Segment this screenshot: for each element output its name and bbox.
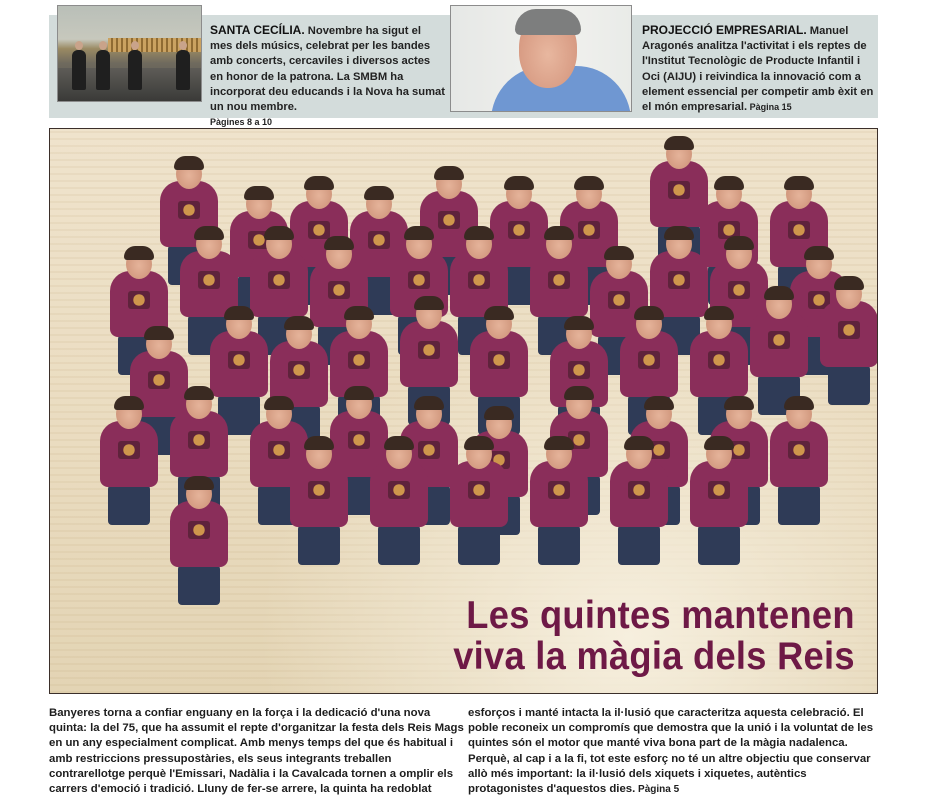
figure-hair: [504, 176, 534, 190]
main-headline[interactable]: [453, 595, 855, 677]
figure-hair: [414, 296, 444, 310]
portrait-hair: [515, 9, 581, 35]
figure-hair: [784, 396, 814, 410]
figure-shirt: [530, 461, 588, 527]
figure-hair: [114, 396, 144, 410]
figure-hair: [804, 246, 834, 260]
figure-hair: [184, 386, 214, 400]
teaser-kicker: PROJECCIÓ EMPRESARIAL.: [642, 23, 807, 37]
figure-hair: [404, 226, 434, 240]
wind-quintet-photo: [57, 5, 202, 102]
figure-hair: [244, 186, 274, 200]
figure-hair: [174, 156, 204, 170]
figure-hair: [644, 396, 674, 410]
figure-shirt: [290, 461, 348, 527]
body-column-2: [468, 706, 883, 797]
figure-hair: [564, 316, 594, 330]
figure-shirt: [400, 321, 458, 387]
figure-hair: [664, 226, 694, 240]
body-column-2-text: esforços i manté intacta la il·lusió que caracteritza aquesta celebració. El poble reconeix un compromís que demostra que la unió i la voluntat de les quintes són el motor que manté viva bona part de la màgia nadalenca. Perquè, al cap i a la fi, tot este esforç no té un altre objectiu que conservar allò més important: la il·lusió dels xiquets i xiquetes, autèntics protagonistes d'aquestos dies.: [468, 707, 874, 796]
figure-hair: [704, 306, 734, 320]
musician-figure: [176, 50, 190, 90]
figure-legs: [108, 485, 150, 525]
figure-shirt: [250, 251, 308, 317]
figure-legs: [698, 525, 740, 565]
figure-shirt: [690, 331, 748, 397]
musician-figure: [72, 50, 86, 90]
figure-shirt: [170, 501, 228, 567]
figure-shirt: [820, 301, 878, 367]
figure-legs: [458, 525, 500, 565]
figure-legs: [828, 365, 870, 405]
figure-hair: [484, 306, 514, 320]
figure-hair: [624, 436, 654, 450]
figure-hair: [714, 176, 744, 190]
figure-hair: [304, 176, 334, 190]
figure-hair: [324, 236, 354, 250]
figure-hair: [634, 306, 664, 320]
figure-hair: [724, 396, 754, 410]
figure-hair: [784, 176, 814, 190]
figure-hair: [414, 396, 444, 410]
figure-legs: [298, 525, 340, 565]
portrait-photo: [450, 5, 632, 112]
figure-hair: [344, 306, 374, 320]
teaser-projeccio-empresarial[interactable]: [642, 23, 878, 115]
headline-line-2: viva la màgia dels Reis: [453, 635, 855, 678]
figure-shirt: [620, 331, 678, 397]
figure-hair: [344, 386, 374, 400]
figure-shirt: [170, 411, 228, 477]
musician-figure: [96, 50, 110, 90]
figure-hair: [464, 436, 494, 450]
figure-legs: [538, 525, 580, 565]
figure-legs: [618, 525, 660, 565]
figure-hair: [604, 246, 634, 260]
figure-hair: [124, 246, 154, 260]
marimba-shape: [108, 38, 201, 51]
figure-shirt: [690, 461, 748, 527]
teaser-body: Manuel Aragonés analitza l'activitat i els reptes de l'Institut Tecnològic de Producte Infantil i Oci (AIJU) i reivindica la innovació com a element essencial per competir amb èxit en el món empresarial.: [642, 25, 874, 114]
figure-hair: [664, 136, 694, 150]
figure-hair: [194, 226, 224, 240]
figure-hair: [764, 286, 794, 300]
figure-hair: [224, 306, 254, 320]
figure-hair: [264, 226, 294, 240]
figure-shirt: [770, 421, 828, 487]
figure-hair: [144, 326, 174, 340]
figure-hair: [544, 226, 574, 240]
figure-hair: [384, 436, 414, 450]
figure-hair: [284, 316, 314, 330]
headline-line-1: Les quintes mantenen: [466, 594, 855, 637]
figure-hair: [834, 276, 864, 290]
figure-shirt: [370, 461, 428, 527]
figure-shirt: [100, 421, 158, 487]
figure-hair: [434, 166, 464, 180]
figure-shirt: [750, 311, 808, 377]
figure-shirt: [470, 331, 528, 397]
body-column-1: Banyeres torna a confiar enguany en la força i la dedicació d'una nova quinta: la del 75, que ha assumit el repte d'organitzar la festa dels Reis Mags en un any especialment complicat. Amb menys temps del que és habitual i amb restriccions pressupostàries, els seus integrants treballen contrarellotge perquè l'Emissari, Nadàlia i la Cavalcada tornen a omplir els carrers d'emoció i tradició. Lluny de fer-se arrere, la quinta ha redoblat: [49, 707, 464, 796]
figure-hair: [184, 476, 214, 490]
figure-hair: [464, 226, 494, 240]
figure-shirt: [450, 461, 508, 527]
figure-hair: [364, 186, 394, 200]
teaser-page-ref: Pàgina 15: [747, 102, 792, 113]
figure-hair: [564, 386, 594, 400]
figure-legs: [778, 485, 820, 525]
teaser-kicker: SANTA CECÍLIA.: [210, 23, 305, 37]
musician-figure: [128, 50, 142, 90]
main-group-photo: [49, 128, 878, 694]
teaser-body: Novembre ha sigut el mes dels músics, celebrat per les bandes amb concerts, cercaviles i diversos actes en honor de la patrona. La SMBM ha incorporat deu educands i la Nova ha sumat un nou membre.: [210, 25, 445, 114]
figure-shirt: [530, 251, 588, 317]
story-page-ref: Pàgina 5: [635, 784, 680, 796]
teaser-page-ref: Pàgines 8 a 10: [210, 117, 273, 128]
figure-legs: [378, 525, 420, 565]
figure-shirt: [610, 461, 668, 527]
teaser-santa-cecilia[interactable]: [210, 23, 445, 130]
figure-hair: [724, 236, 754, 250]
figure-hair: [574, 176, 604, 190]
figure-legs: [178, 565, 220, 605]
figure-hair: [484, 406, 514, 420]
figure-hair: [304, 436, 334, 450]
figure-hair: [704, 436, 734, 450]
figure-shirt: [210, 331, 268, 397]
figure-hair: [264, 396, 294, 410]
figure-hair: [544, 436, 574, 450]
